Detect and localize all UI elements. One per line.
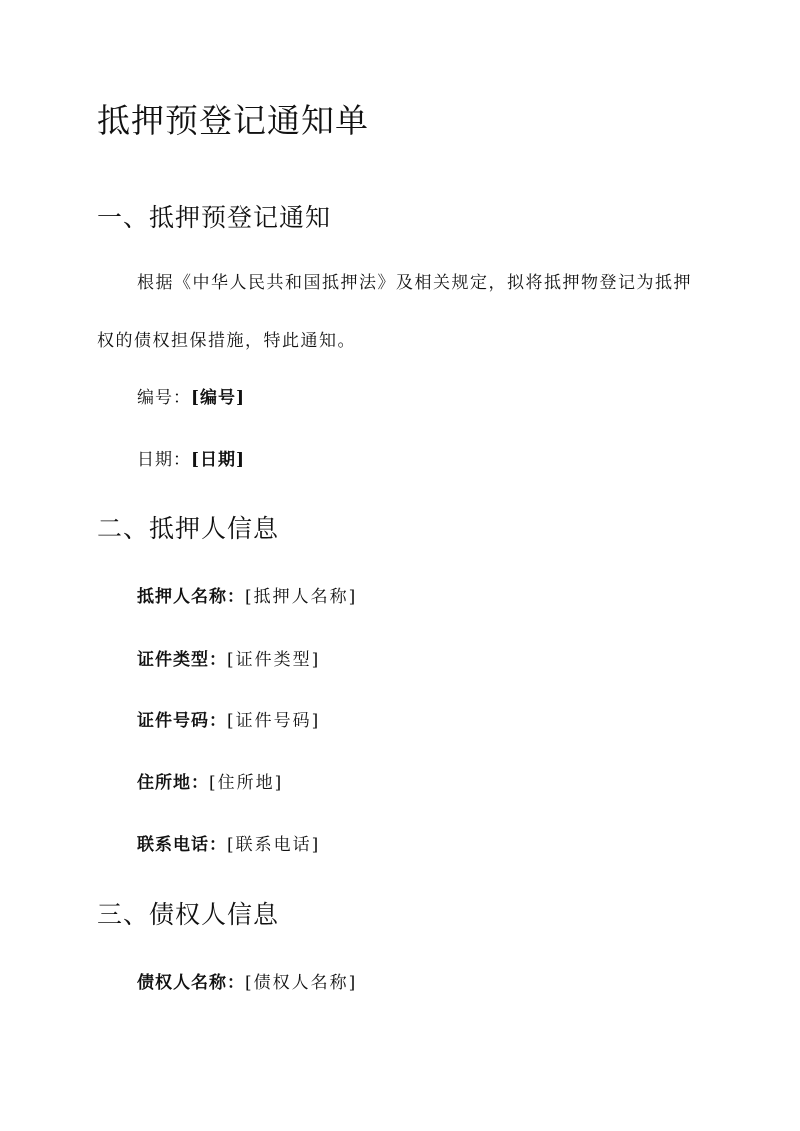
- field-value: [证件类型]: [227, 650, 321, 670]
- field-row: [137, 582, 357, 607]
- notice-paragraph: 根据《中华人民共和国抵押法》及相关规定，拟将抵押物登记为抵押权的债权担保措施，特此通知。: [97, 273, 692, 351]
- section-heading-notice: 一、抵押预登记通知: [97, 203, 332, 232]
- number-label: 编号：: [137, 388, 191, 408]
- field-row: [137, 830, 320, 855]
- number-line: [137, 383, 245, 408]
- field-label: 抵押人名称：: [137, 587, 245, 607]
- field-label: 证件号码：: [137, 711, 227, 731]
- number-value: [编号]: [191, 388, 246, 408]
- field-value: [债权人名称]: [245, 973, 358, 993]
- field-label: 证件类型：: [137, 650, 227, 670]
- field-value: [抵押人名称]: [245, 587, 358, 607]
- field-value: [住所地]: [209, 773, 284, 793]
- document-title: 抵押预登记通知单: [97, 101, 369, 140]
- date-value: [日期]: [191, 450, 246, 470]
- date-label: 日期：: [137, 450, 191, 470]
- field-row: [137, 968, 357, 993]
- field-value: [证件号码]: [227, 711, 321, 731]
- field-label: 债权人名称：: [137, 973, 245, 993]
- field-row: [137, 768, 283, 793]
- field-label: 住所地：: [137, 773, 209, 793]
- date-line: [137, 445, 245, 470]
- field-label: 联系电话：: [137, 835, 227, 855]
- section-heading-creditor: 三、债权人信息: [97, 900, 280, 929]
- field-row: [137, 645, 320, 670]
- field-value: [联系电话]: [227, 835, 321, 855]
- section-heading-mortgagor: 二、抵押人信息: [97, 514, 280, 543]
- field-row: [137, 706, 320, 731]
